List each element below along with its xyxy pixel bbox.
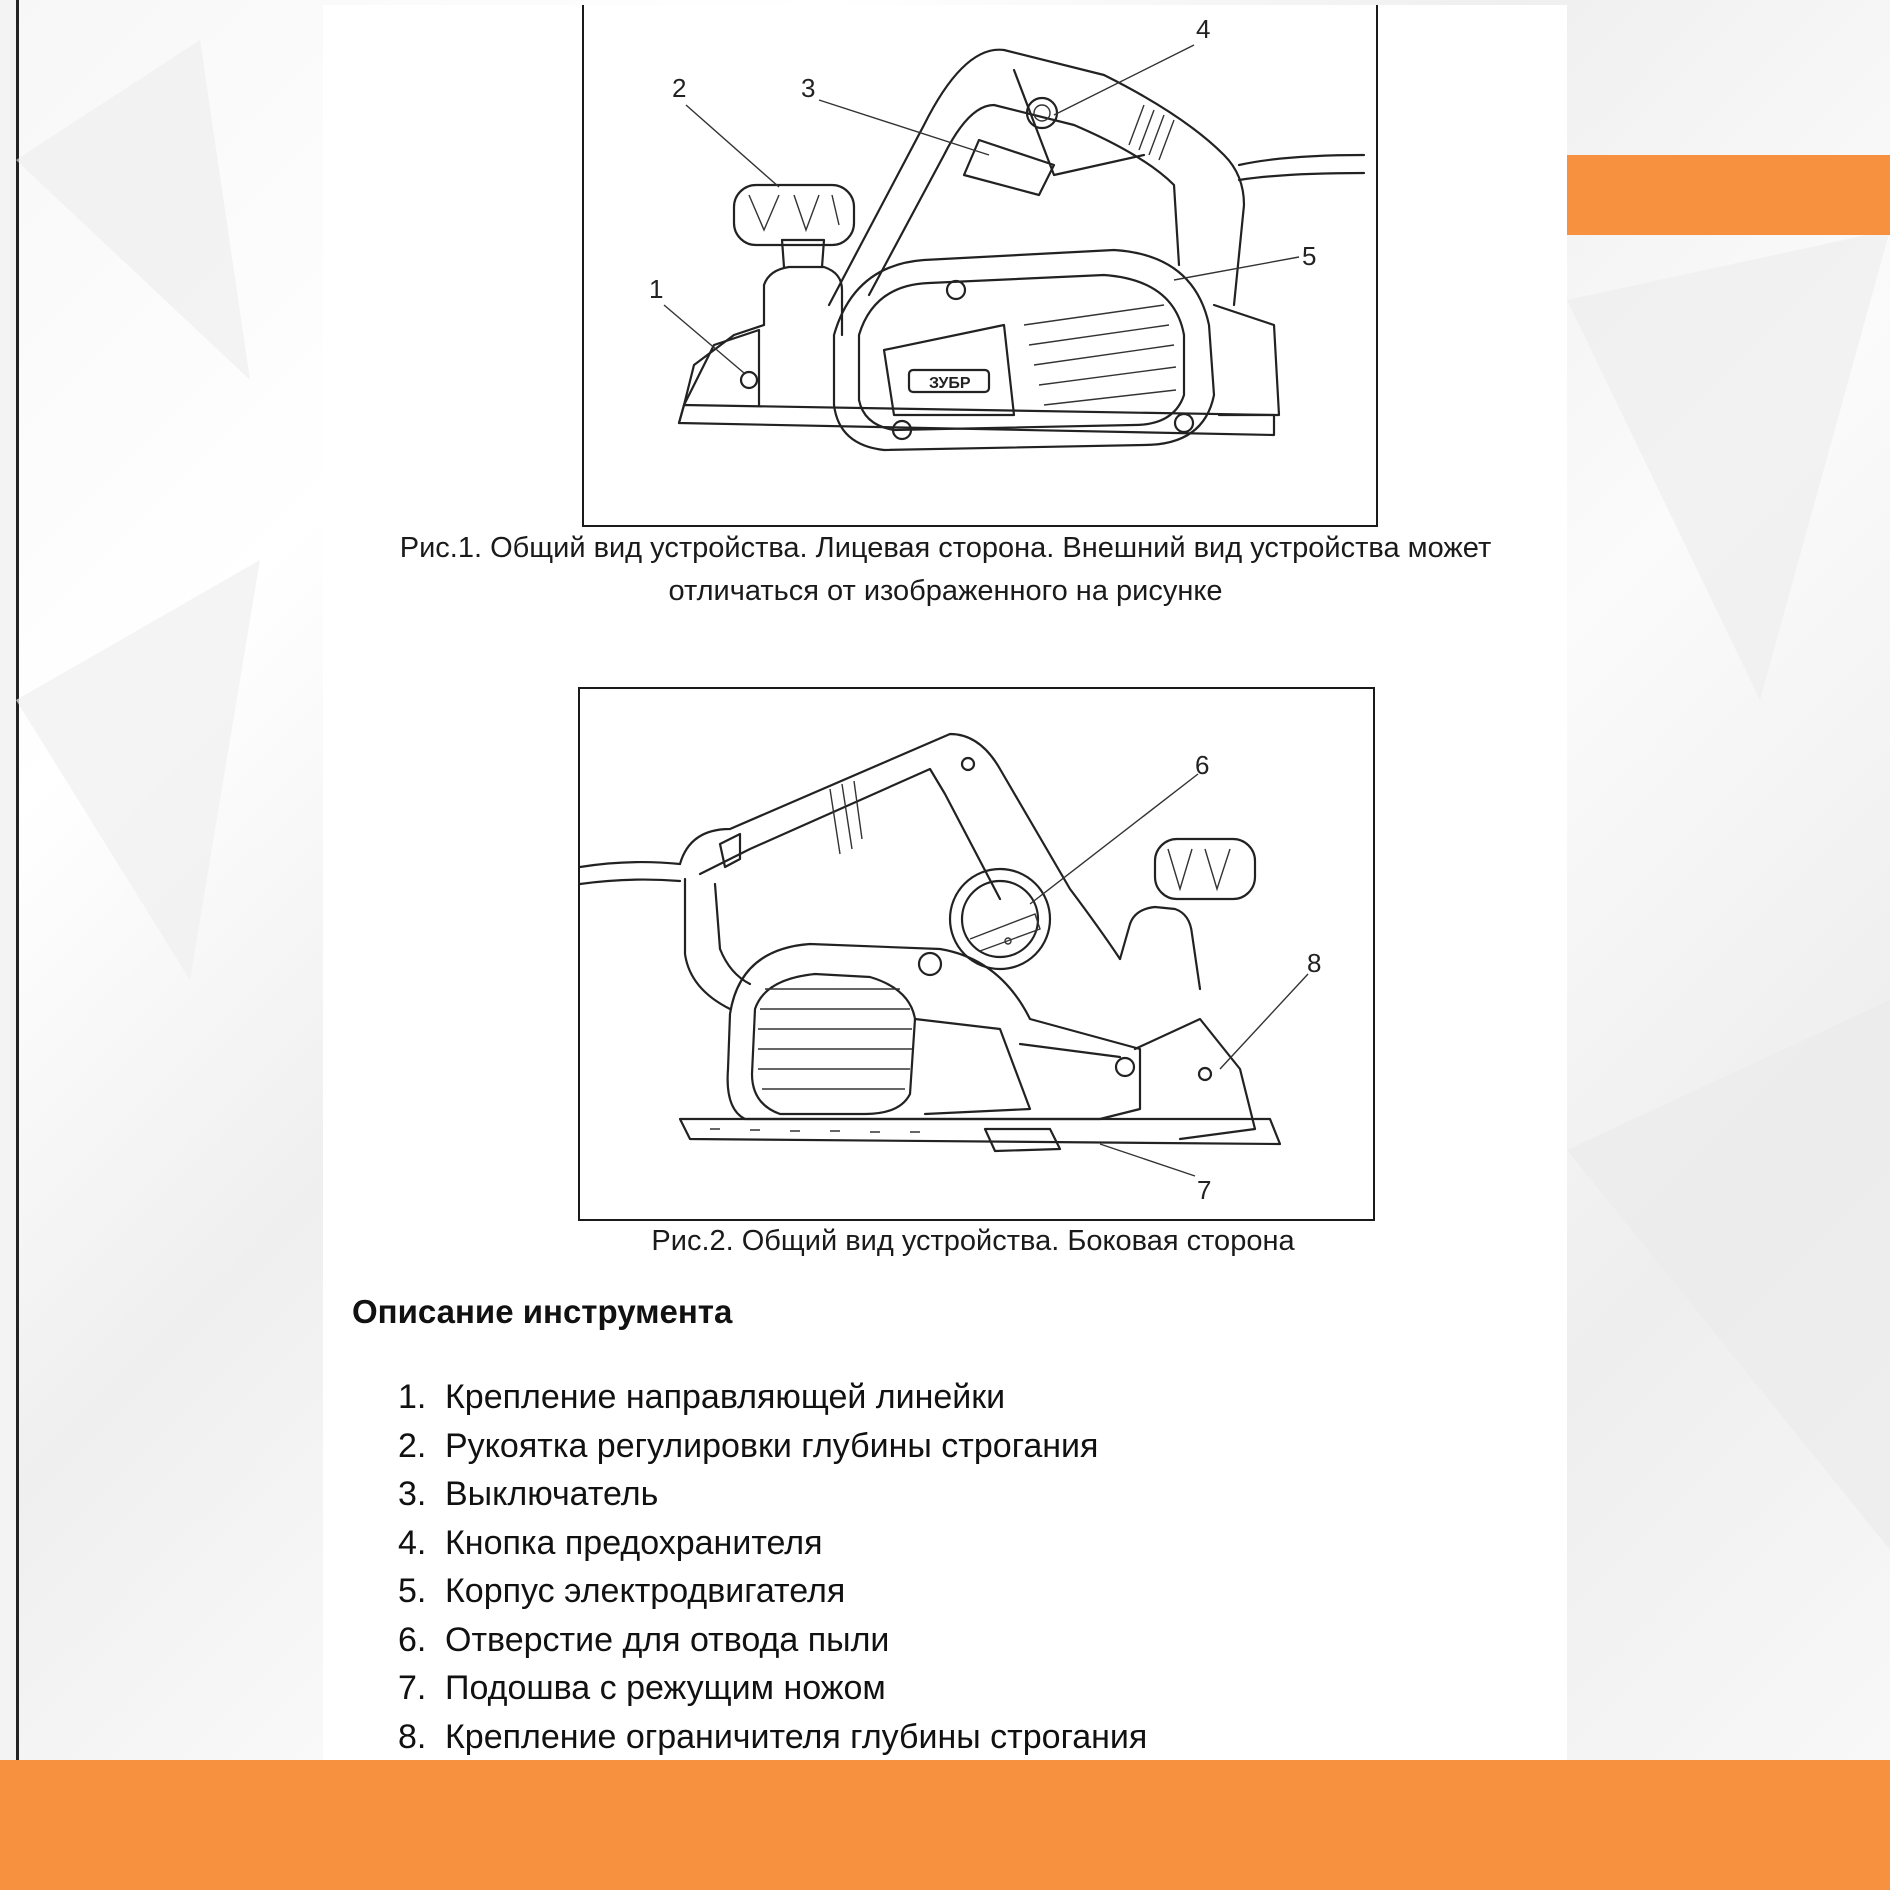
item-number: 5. xyxy=(398,1572,427,1610)
svg-text:4: 4 xyxy=(1196,14,1211,44)
svg-text:8: 8 xyxy=(1307,948,1322,978)
callout-7 xyxy=(1100,1144,1211,1205)
accent-bar-right xyxy=(1567,155,1890,235)
item-text: Корпус электродвигателя xyxy=(445,1572,846,1610)
item-text: Выключатель xyxy=(445,1475,659,1513)
item-number: 3. xyxy=(398,1475,427,1513)
list-item xyxy=(398,1422,1147,1471)
svg-text:2: 2 xyxy=(672,73,687,103)
figure-1-front-view xyxy=(582,5,1378,527)
motor-housing xyxy=(834,250,1214,450)
item-number: 6. xyxy=(398,1620,427,1659)
callout-4 xyxy=(1054,14,1210,115)
callout-1 xyxy=(649,274,744,373)
svg-text:3: 3 xyxy=(801,73,816,103)
item-text: Кнопка предохранителя xyxy=(445,1523,823,1562)
list-item xyxy=(398,1567,1147,1616)
callout-2 xyxy=(672,73,779,187)
item-number: 8. xyxy=(398,1717,427,1756)
item-number: 1. xyxy=(398,1378,427,1416)
brand-logo: ЗУБР xyxy=(929,375,971,392)
item-number: 7. xyxy=(398,1669,427,1707)
figure-2-caption: Рис.2. Общий вид устройства. Боковая сторона xyxy=(651,1225,1295,1257)
dust-port xyxy=(950,869,1050,969)
depth-stop-mount xyxy=(1199,1068,1211,1080)
item-text: Рукоятка регулировки глубины строгания xyxy=(445,1426,1099,1465)
figure-2-side-view xyxy=(578,687,1375,1221)
item-text: Крепление ограничителя глубины строгания xyxy=(445,1717,1148,1756)
guide-mount-hole xyxy=(741,372,757,388)
svg-text:6: 6 xyxy=(1195,750,1210,780)
list-item xyxy=(398,1519,1147,1568)
parts-list xyxy=(398,1373,1147,1761)
callout-3 xyxy=(801,73,989,155)
planer-side-illustration xyxy=(580,689,1373,1219)
description-heading: Описание инструмента xyxy=(352,1293,733,1330)
callout-5 xyxy=(1174,241,1316,280)
list-item xyxy=(398,1616,1147,1665)
list-item xyxy=(398,1713,1147,1762)
accent-footer-bar xyxy=(0,1760,1890,1890)
manual-page xyxy=(323,5,1567,1760)
list-item xyxy=(398,1664,1147,1713)
svg-text:7: 7 xyxy=(1197,1175,1212,1205)
item-text: Крепление направляющей линейки xyxy=(445,1378,1006,1416)
list-item xyxy=(398,1470,1147,1519)
item-number: 2. xyxy=(398,1426,427,1465)
list-item xyxy=(398,1373,1147,1422)
svg-text:5: 5 xyxy=(1302,241,1317,271)
item-text: Подошва с режущим ножом xyxy=(445,1669,886,1707)
item-number: 4. xyxy=(398,1523,427,1562)
figure-1-caption: Рис.1. Общий вид устройства. Лицевая сторона. Внешний вид устройства может отличаться от изображенного на рисунке xyxy=(399,532,1492,607)
callout-8 xyxy=(1220,948,1321,1069)
planer-front-illustration xyxy=(584,5,1376,525)
item-text: Отверстие для отвода пыли xyxy=(445,1620,890,1659)
svg-text:1: 1 xyxy=(649,274,664,304)
